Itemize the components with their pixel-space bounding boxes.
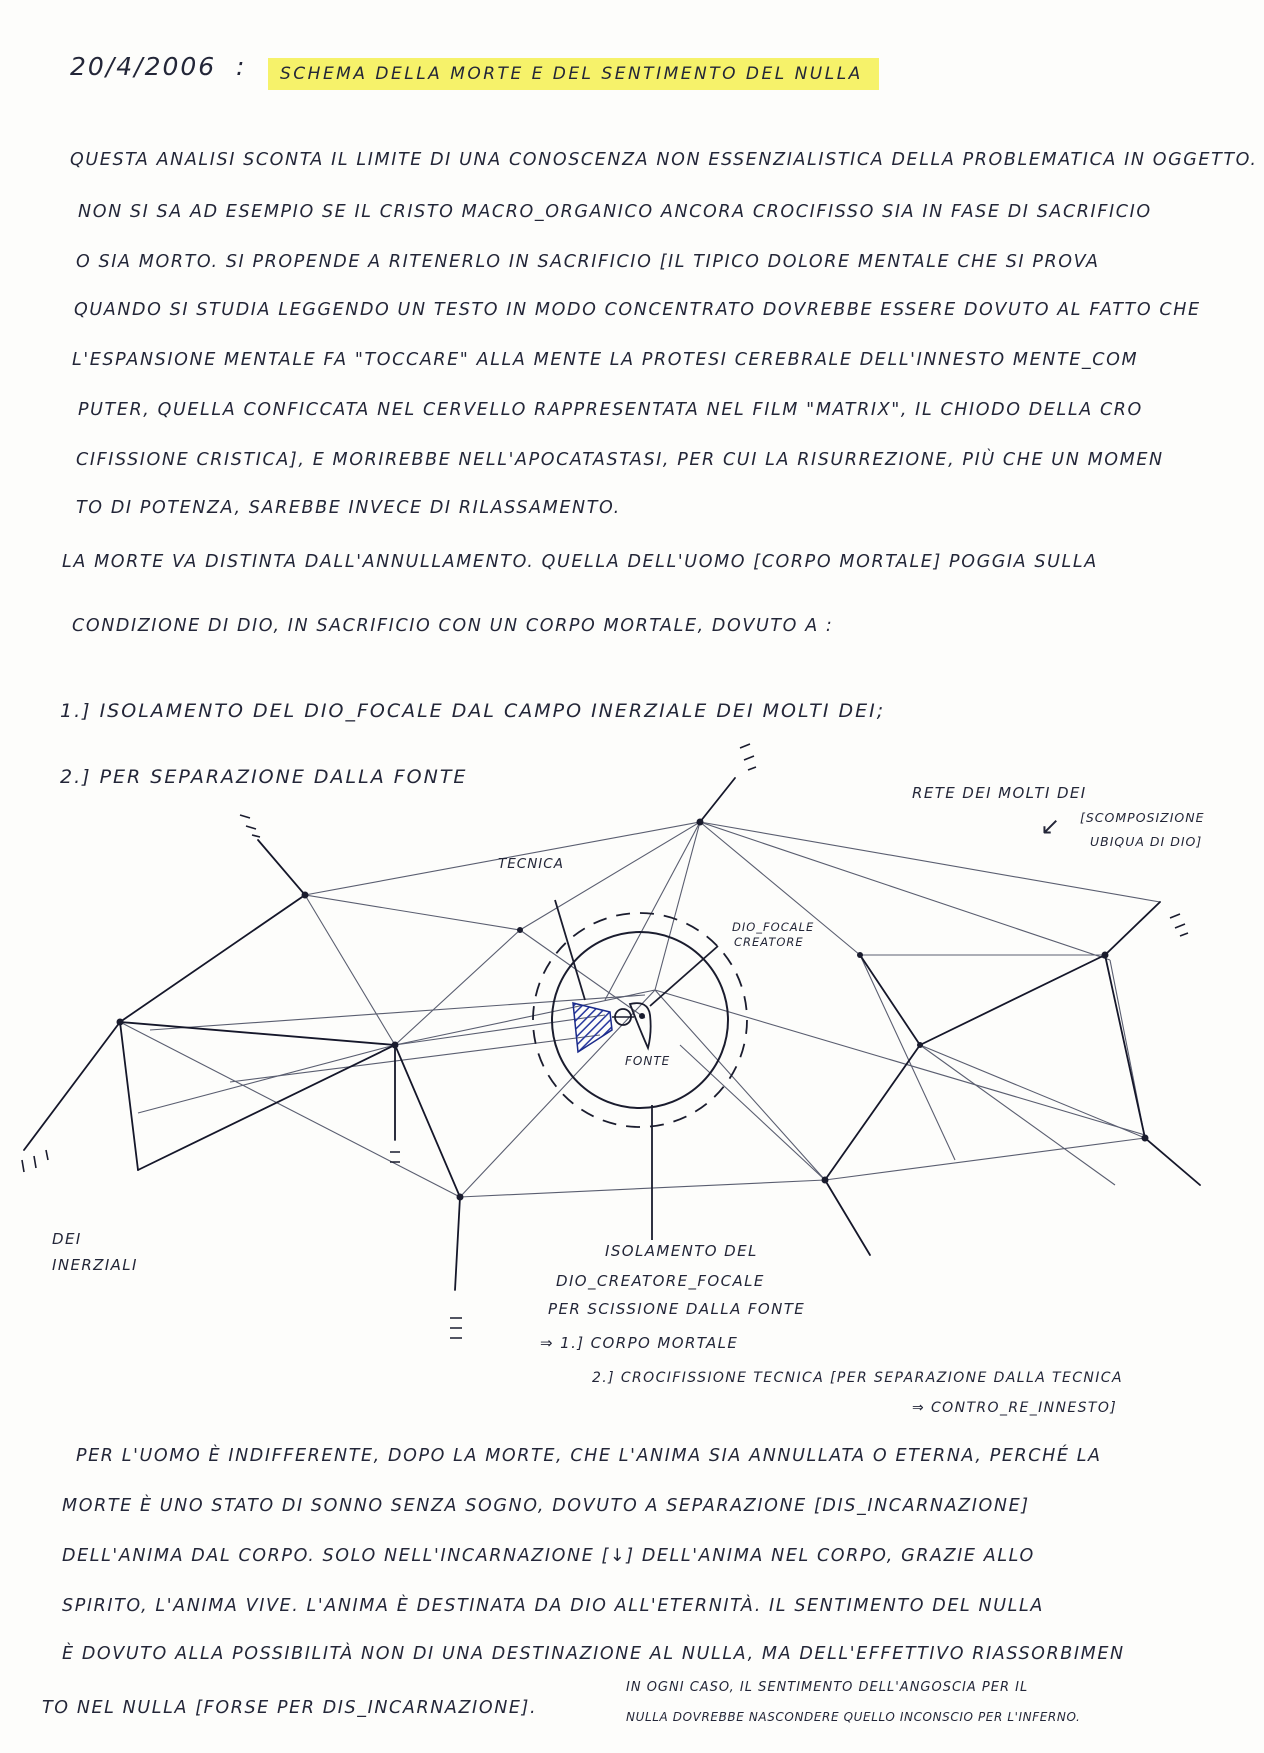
intro-line: QUESTA ANALISI SCONTA IL LIMITE DI UNA CONOSCENZA NON ESSENZIALISTICA DELLA PROBLEMATICA IN OGGETTO. bbox=[70, 150, 1258, 170]
date-separator: : bbox=[236, 52, 246, 81]
final-line: TO NEL NULLA [FORSE PER DIS_INCARNAZIONE]. bbox=[42, 1698, 538, 1718]
intro-line: PUTER, QUELLA CONFICCATA NEL CERVELLO RAPPRESENTATA NEL FILM "MATRIX", IL CHIODO DELLA CRO bbox=[78, 400, 1143, 420]
node bbox=[857, 952, 863, 958]
node bbox=[517, 927, 523, 933]
dei-inerziali-label: DEI bbox=[52, 1230, 82, 1248]
rete-note: [SCOMPOSIZIONE bbox=[1080, 810, 1205, 825]
rete-label: RETE DEI MOLTI DEI bbox=[912, 784, 1087, 802]
dei-inerziali-label: INERZIALI bbox=[52, 1256, 138, 1274]
isolamento-label: PER SCISSIONE DALLA FONTE bbox=[548, 1300, 806, 1318]
rete-note: UBIQUA DI DIO] bbox=[1090, 834, 1203, 849]
fonte-label: FONTE bbox=[625, 1054, 671, 1068]
paragraph-line: LA MORTE VA DISTINTA DALL'ANNULLAMENTO. QUELLA DELL'UOMO [CORPO MORTALE] POGGIA SULLA bbox=[62, 552, 1098, 572]
node bbox=[917, 1042, 923, 1048]
node bbox=[392, 1042, 399, 1049]
final-line: DELL'ANIMA DAL CORPO. SOLO NELL'INCARNAZIONE [↓] DELL'ANIMA NEL CORPO, GRAZIE ALLO bbox=[62, 1546, 1035, 1566]
page-title: SCHEMA DELLA MORTE E DEL SENTIMENTO DEL NULLA bbox=[268, 58, 879, 90]
intro-line: QUANDO SI STUDIA LEGGENDO UN TESTO IN MODO CONCENTRATO DOVREBBE ESSERE DOVUTO AL FATTO CHE bbox=[74, 300, 1201, 320]
rete-arrow-icon: ↙ bbox=[1040, 812, 1062, 840]
tecnica-label: TECNICA bbox=[498, 856, 564, 872]
date: 20/4/2006 bbox=[70, 52, 217, 81]
intro-line: CIFISSIONE CRISTICA], E MORIREBBE NELL'APOCATASTASI, PER CUI LA RISURREZIONE, PIÙ CHE UN MOMEN bbox=[76, 450, 1164, 470]
node bbox=[1142, 1135, 1149, 1142]
intro-line: TO DI POTENZA, SAREBBE INVECE DI RILASSAMENTO. bbox=[76, 498, 621, 518]
fonte-marker bbox=[630, 1003, 651, 1048]
node bbox=[302, 892, 309, 899]
list-item: 2.] PER SEPARAZIONE DALLA FONTE bbox=[60, 766, 468, 788]
node bbox=[822, 1177, 829, 1184]
margin-note: IN OGNI CASO, IL SENTIMENTO DELL'ANGOSCIA PER IL bbox=[626, 1680, 1029, 1695]
tecnica-hatched-area bbox=[573, 1003, 612, 1052]
thick-edges bbox=[24, 778, 1203, 1290]
margin-note: NULLA DOVREBBE NASCONDERE QUELLO INCONSCIO PER L'INFERNO. bbox=[626, 1710, 1081, 1724]
dio-focale-label: DIO_FOCALE bbox=[732, 920, 815, 934]
final-line: SPIRITO, L'ANIMA VIVE. L'ANIMA È DESTINATA DA DIO ALL'ETERNITÀ. IL SENTIMENTO DEL NULLA bbox=[62, 1596, 1044, 1616]
paragraph-line: CONDIZIONE DI DIO, IN SACRIFICIO CON UN CORPO MORTALE, DOVUTO A : bbox=[72, 616, 834, 636]
isolamento-label: DIO_CREATORE_FOCALE bbox=[556, 1272, 765, 1290]
result-item: ⇒ 1.] CORPO MORTALE bbox=[540, 1334, 739, 1352]
creatore-label: CREATORE bbox=[734, 935, 804, 949]
network-edges bbox=[120, 822, 1160, 1197]
fonte-dot bbox=[639, 1013, 645, 1019]
intro-line: O SIA MORTO. SI PROPENDE A RITENERLO IN SACRIFICIO [IL TIPICO DOLORE MENTALE CHE SI PROVA bbox=[76, 252, 1100, 272]
final-line: È DOVUTO ALLA POSSIBILITÀ NON DI UNA DESTINAZIONE AL NULLA, MA DELL'EFFETTIVO RIASSORBIMEN bbox=[62, 1644, 1125, 1664]
isolation-dashed-circle bbox=[533, 913, 747, 1127]
intro-line: L'ESPANSIONE MENTALE FA "TOCCARE" ALLA MENTE LA PROTESI CEREBRALE DELL'INNESTO MENTE_COM bbox=[72, 350, 1139, 370]
final-line: PER L'UOMO È INDIFFERENTE, DOPO LA MORTE, CHE L'ANIMA SIA ANNULLATA O ETERNA, PERCHÉ LA bbox=[76, 1446, 1102, 1466]
node bbox=[697, 819, 704, 826]
isolamento-label: ISOLAMENTO DEL bbox=[605, 1242, 758, 1260]
result-item: 2.] CROCIFISSIONE TECNICA [PER SEPARAZIONE DALLA TECNICA bbox=[592, 1370, 1123, 1386]
node bbox=[117, 1019, 124, 1026]
node bbox=[457, 1194, 464, 1201]
intro-line: NON SI SA AD ESEMPIO SE IL CRISTO MACRO_ORGANICO ANCORA CROCIFISSO SIA IN FASE DI SACRIFICIO bbox=[78, 202, 1152, 222]
list-item: 1.] ISOLAMENTO DEL DIO_FOCALE DAL CAMPO INERZIALE DEI MOLTI DEI; bbox=[60, 700, 886, 722]
node bbox=[1102, 952, 1109, 959]
result-item: ⇒ CONTRO_RE_INNESTO] bbox=[912, 1400, 1118, 1416]
final-line: MORTE È UNO STATO DI SONNO SENZA SOGNO, DOVUTO A SEPARAZIONE [DIS_INCARNAZIONE] bbox=[62, 1496, 1030, 1516]
